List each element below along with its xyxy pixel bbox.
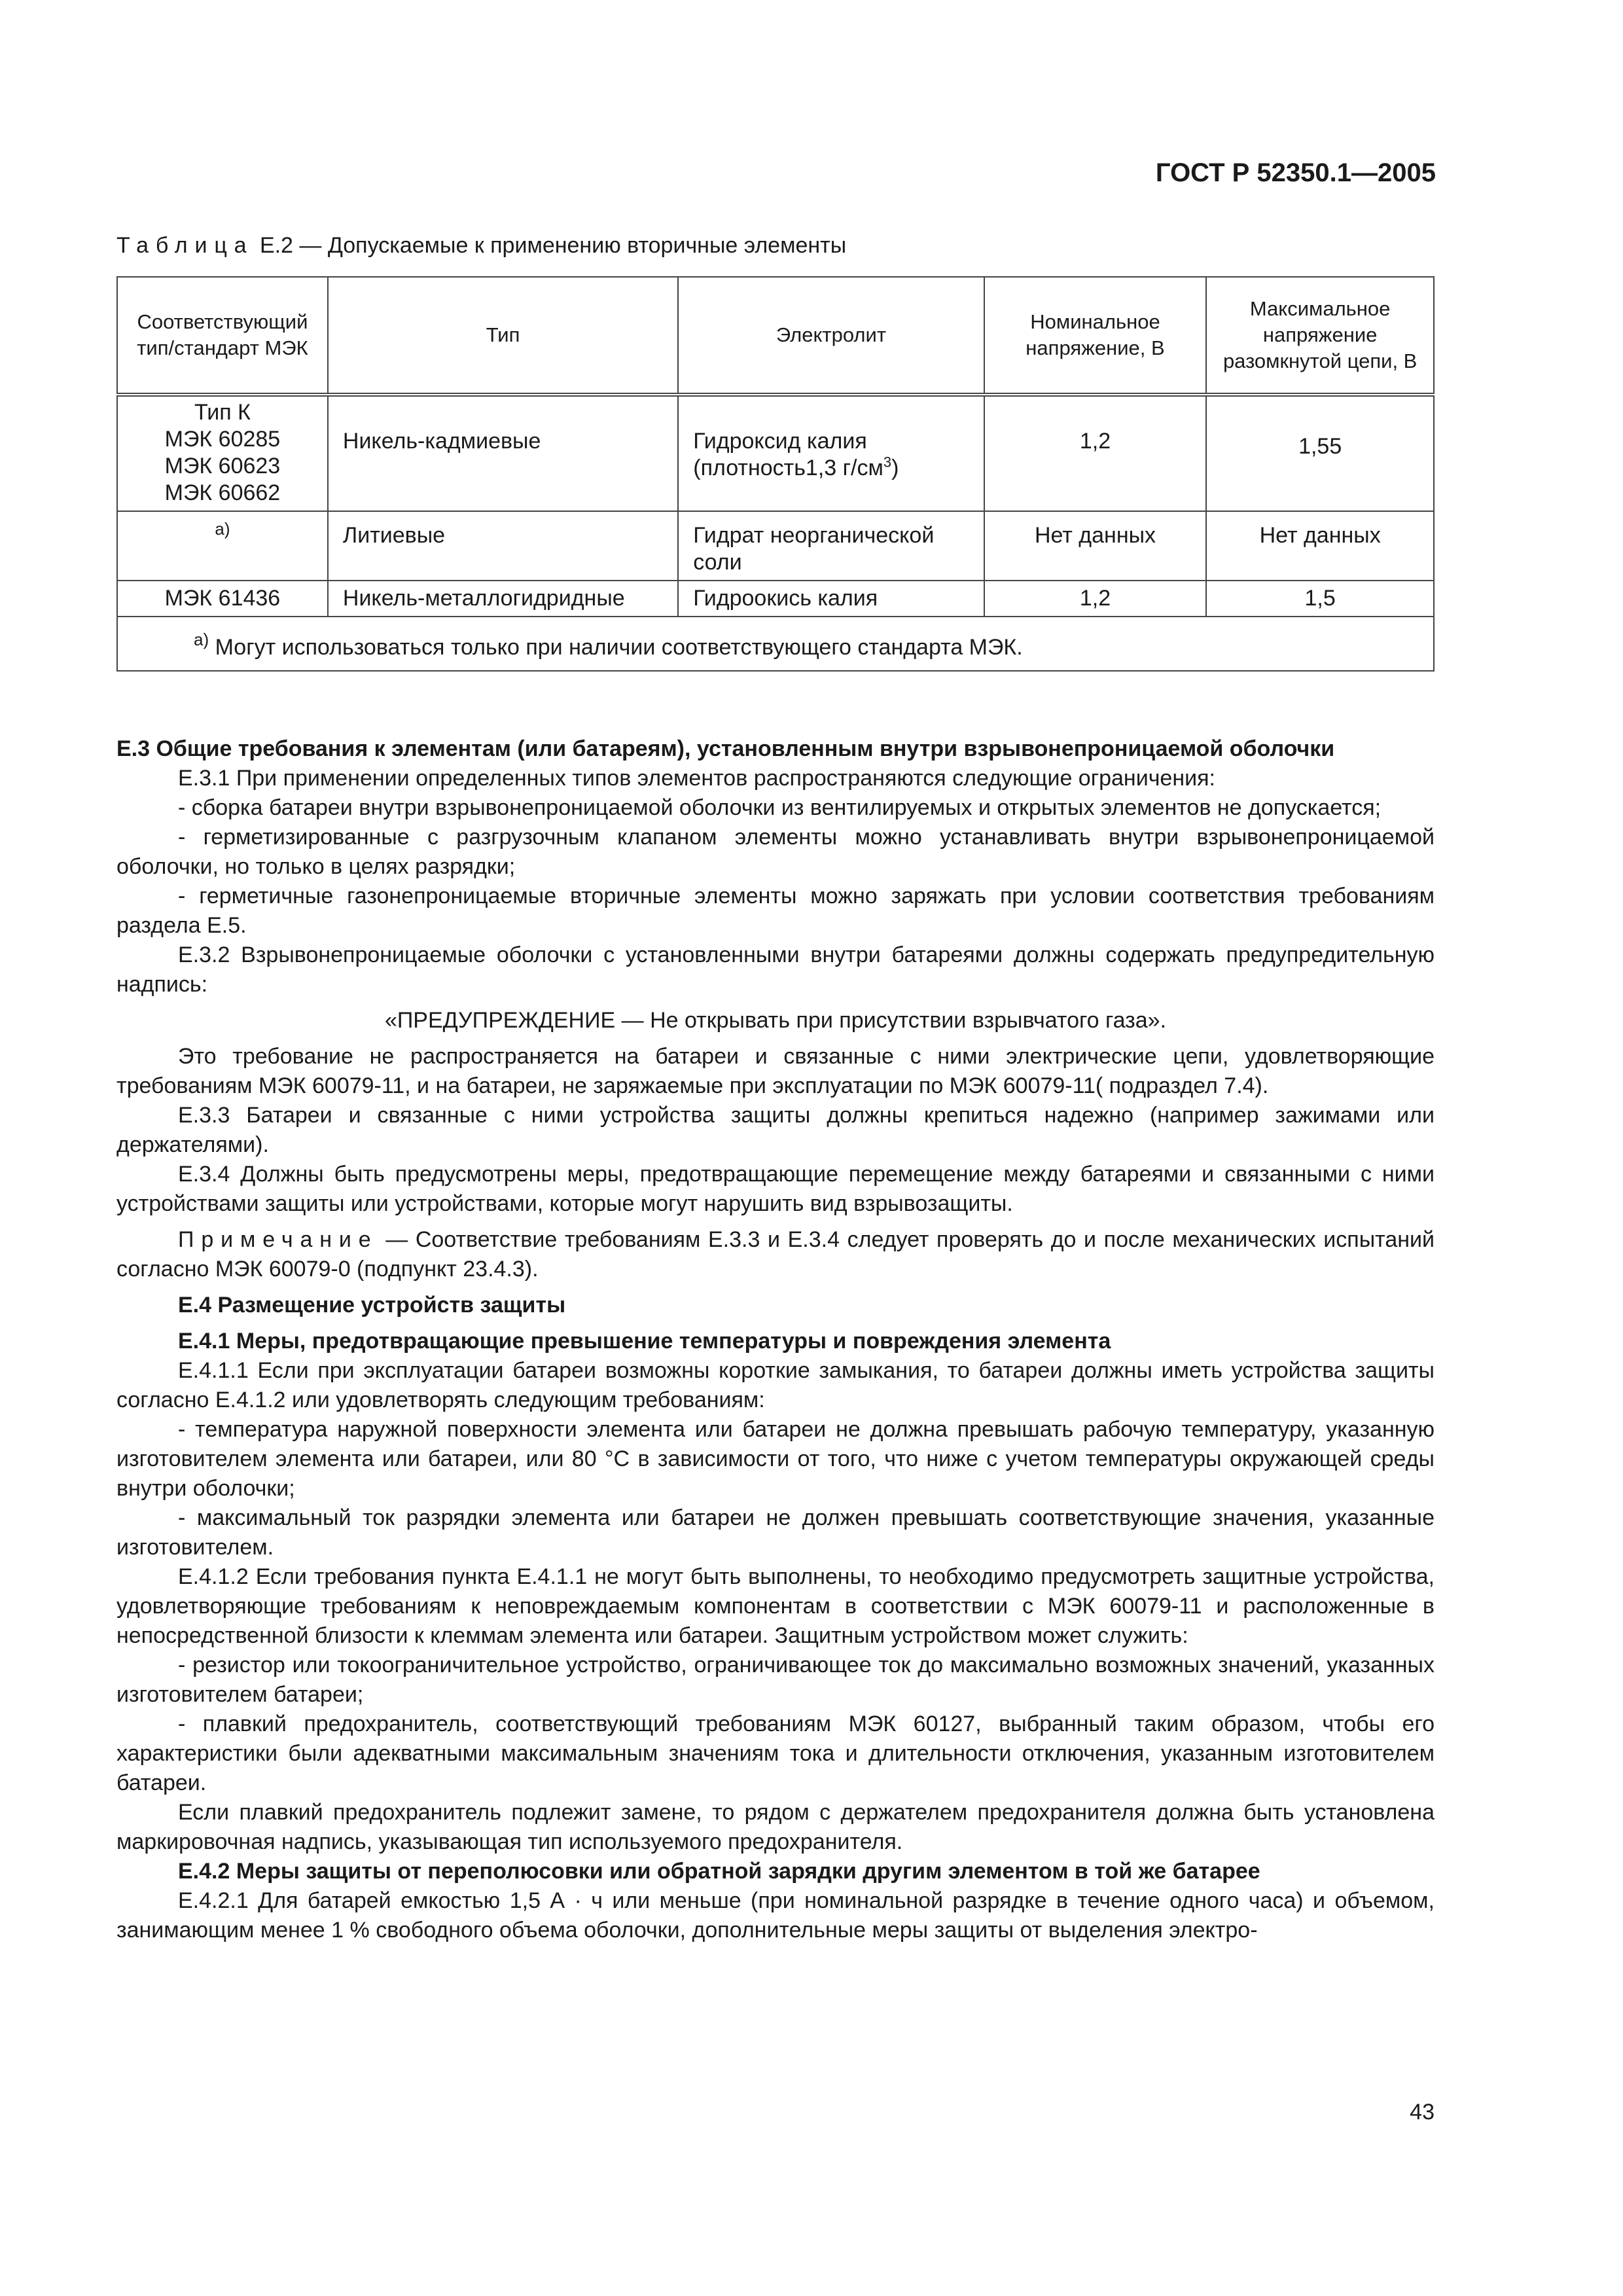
table-footnote <box>117 617 1434 671</box>
list-item: - температура наружной поверхности элемента или батареи не должна превышать рабочую температуру, указанную изготовителем элемента или батареи, или 80 °С в зависимости от того, что ниже с учетом температуры окружающей среды внутри оболочки; <box>116 1417 1435 1501</box>
list-item: - максимальный ток разрядки элемента или батареи не должен превышать соответствующие значения, указанные изготовителем. <box>116 1505 1435 1560</box>
paragraph: Е.4.1.2 Если требования пункта Е.4.1.1 не могут быть выполнены, то необходимо предусмотреть защитные устройства, удовлетворяющие требованиям к неповреждаемым компонентам в соответствии с МЭК 60079-11 и расположенные в непосредственной близости к клеммам элемента или батареи. Защитным устройством может служить: <box>116 1564 1435 1648</box>
table-cell-max-voltage: 1,55 <box>1206 395 1434 511</box>
column-header: Максимальное напряжение разомкнутой цепи, В <box>1206 277 1434 395</box>
table-cell-nominal-voltage: 1,2 <box>984 395 1207 511</box>
section-heading-e3: Е.3 Общие требования к элементам (или батареям), установленным внутри взрывонепроницаемой оболочки <box>116 736 1335 761</box>
note-label: Примечание <box>178 1227 378 1252</box>
table-caption-text: Е.2 — Допускаемые к применению вторичные элементы <box>259 233 847 258</box>
subsection-heading-e4-1: Е.4.1 Меры, предотвращающие превышение температуры и повреждения элемента <box>178 1329 1111 1354</box>
note-paragraph <box>116 1225 1435 1284</box>
paragraph: Е.4.1.1 Если при эксплуатации батареи возможны короткие замыкания, то батареи должны иметь устройства защиты согласно Е.4.1.2 или удовлетворять следующим требованиям: <box>116 1358 1435 1412</box>
list-item: - резистор или токоограничительное устройство, ограничивающее ток до максимально возможных значений, указанных изготовителем батареи; <box>116 1653 1435 1707</box>
table-footnote-row <box>117 617 1434 671</box>
column-header: Соответствующий тип/стандарт МЭК <box>117 277 328 395</box>
table-cell-nominal-voltage: Нет данных <box>984 511 1207 581</box>
table-cell-type: Никель-кадмиевые <box>328 395 678 511</box>
list-item: - плавкий предохранитель, соответствующий требованиям МЭК 60127, выбранный таким образом, чтобы его характеристики были адекватными максимальным значениям тока и длительности отключения, указанным изготовителем батареи. <box>116 1712 1435 1795</box>
table-row <box>117 581 1434 617</box>
electrolyte-text-end: ) <box>891 456 899 480</box>
table-cell-electrolyte: Гидрат неорганической соли <box>678 511 984 581</box>
document-body <box>116 734 1435 1945</box>
table-cell-max-voltage: 1,5 <box>1206 581 1434 617</box>
paragraph: Е.3.2 Взрывонепроницаемые оболочки с установленными внутри батареями должны содержать предупредительную надпись: <box>116 942 1435 997</box>
superscript: 3 <box>883 454 892 471</box>
warning-text: «ПРЕДУПРЕЖДЕНИЕ — Не открывать при присутствии взрывчатого газа». <box>384 1008 1167 1033</box>
table-cell-nominal-voltage: 1,2 <box>984 581 1207 617</box>
table-row <box>117 511 1434 581</box>
list-item: - герметизированные с разгрузочным клапаном элементы можно устанавливать внутри взрывонепроницаемой оболочки, но только в целях разрядки; <box>116 825 1435 879</box>
page-number: 43 <box>1410 2100 1435 2125</box>
column-header: Тип <box>328 277 678 395</box>
table-cell-standard: МЭК 61436 <box>117 581 328 617</box>
footnote-mark: а) <box>194 630 209 649</box>
list-item: - герметичные газонепроницаемые вторичные элементы можно заряжать при условии соответствия требованиям раздела Е.5. <box>116 884 1435 938</box>
table-cell-type: Никель-металлогидридные <box>328 581 678 617</box>
column-header: Электролит <box>678 277 984 395</box>
table-caption <box>116 233 846 259</box>
elements-table <box>116 276 1435 672</box>
paragraph: Это требование не распространяется на батареи и связанные с ними электрические цепи, удовлетворяющие требованиям МЭК 60079-11, и на батареи, не заряжаемые при эксплуатации по МЭК 60079-11( подраздел 7.4). <box>116 1044 1435 1098</box>
column-header: Номинальное напряжение, В <box>984 277 1207 395</box>
table-cell-standard <box>117 511 328 581</box>
section-heading-e4: Е.4 Размещение устройств защиты <box>178 1293 566 1318</box>
subsection-heading-e4-2: Е.4.2 Меры защиты от переполюсовки или обратной зарядки другим элементом в той же батарее <box>178 1859 1260 1884</box>
table-cell-electrolyte: Гидроокись калия <box>678 581 984 617</box>
table-row <box>117 395 1434 511</box>
document-number: ГОСТ Р 52350.1—2005 <box>1155 158 1436 187</box>
paragraph: Е.3.1 При применении определенных типов элементов распространяются следующие ограничения: <box>178 766 1215 791</box>
paragraph: Е.4.2.1 Для батарей емкостью 1,5 А · ч или меньше (при номинальной разрядке в течение одного часа) и объемом, занимающим менее 1 % свободного объема оболочки, дополнительные меры защиты от выделения электро- <box>116 1888 1435 1943</box>
paragraph: Е.3.4 Должны быть предусмотрены меры, предотвращающие перемещение между батареями и связанными с ними устройствами защиты или устройствами, которые могут нарушить вид взрывозащиты. <box>116 1162 1435 1216</box>
electrolyte-text: Гидроксид калия (плотность1,3 г/см <box>693 429 883 480</box>
table-caption-label: Таблица <box>116 233 254 258</box>
list-item: - сборка батареи внутри взрывонепроницаемой оболочки из вентилируемых и открытых элементов не допускается; <box>178 795 1382 820</box>
paragraph: Если плавкий предохранитель подлежит замене, то рядом с держателем предохранителя должна быть установлена маркировочная надпись, указывающая тип используемого предохранителя. <box>116 1800 1435 1854</box>
footnote-reference: а) <box>215 519 230 539</box>
paragraph: Е.3.3 Батареи и связанные с ними устройства защиты должны крепиться надежно (например зажимами или держателями). <box>116 1103 1435 1157</box>
table-cell-electrolyte <box>678 395 984 511</box>
table-cell-type: Литиевые <box>328 511 678 581</box>
table-cell-max-voltage: Нет данных <box>1206 511 1434 581</box>
footnote-text: Могут использоваться только при наличии соответствующего стандарта МЭК. <box>215 635 1023 660</box>
note-text: — Соответствие требованиям Е.3.3 и Е.3.4 следует проверять до и после механических испытаний согласно МЭК 60079-0 (подпункт 23.4.3). <box>116 1227 1435 1282</box>
table-cell-standard: Тип К МЭК 60285 МЭК 60623 МЭК 60662 <box>117 395 328 511</box>
table-header-row <box>117 277 1434 395</box>
